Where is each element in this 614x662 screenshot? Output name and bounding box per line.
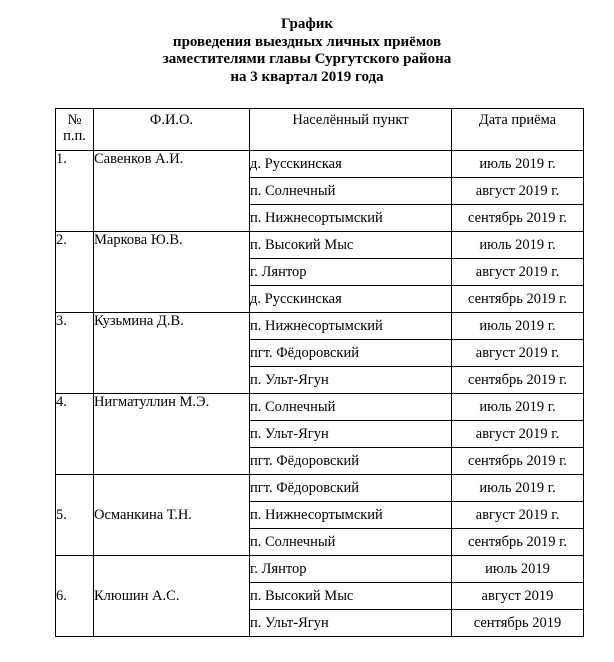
row-number: 1.: [56, 151, 94, 232]
place-cell: п. Ульт-Ягун: [250, 421, 452, 448]
row-number: 5.: [56, 475, 94, 556]
date-cell: август 2019 г.: [452, 259, 584, 286]
table-row: [56, 394, 584, 421]
place-cell: п. Высокий Мыс: [250, 232, 452, 259]
date-cell: сентябрь 2019 г.: [452, 367, 584, 394]
document-title: [0, 16, 614, 86]
date-cell: август 2019: [452, 583, 584, 610]
person-name: Маркова Ю.В.: [94, 232, 250, 313]
place-cell: д. Русскинская: [250, 151, 452, 178]
schedule-table: [55, 108, 584, 637]
table-header-row: [56, 109, 584, 151]
header-number: [56, 109, 94, 151]
date-cell: август 2019 г.: [452, 178, 584, 205]
table-row: [56, 232, 584, 259]
title-line-1: График: [280, 16, 334, 32]
place-cell: пгт. Фёдоровский: [250, 475, 452, 502]
date-cell: июль 2019 г.: [452, 151, 584, 178]
place-cell: п. Нижнесортымский: [250, 205, 452, 232]
place-cell: п. Ульт-Ягун: [250, 367, 452, 394]
place-cell: п. Высокий Мыс: [250, 583, 452, 610]
row-number: 4.: [56, 394, 94, 475]
title-line-3: заместителями главы Сургутского района: [162, 51, 452, 67]
header-place: Населённый пункт: [250, 109, 452, 151]
place-cell: п. Ульт-Ягун: [250, 610, 452, 637]
date-cell: июль 2019 г.: [452, 394, 584, 421]
person-name: Османкина Т.Н.: [94, 475, 250, 556]
date-cell: сентябрь 2019: [452, 610, 584, 637]
table-row: [56, 475, 584, 502]
table-row: [56, 151, 584, 178]
person-name: Клюшин А.С.: [94, 556, 250, 637]
place-cell: п. Нижнесортымский: [250, 502, 452, 529]
date-cell: июль 2019: [452, 556, 584, 583]
title-line-2: проведения выездных личных приёмов: [172, 33, 442, 50]
date-cell: август 2019 г.: [452, 340, 584, 367]
place-cell: г. Лянтор: [250, 259, 452, 286]
row-number: 6.: [56, 556, 94, 637]
table-row: [56, 556, 584, 583]
row-number: 3.: [56, 313, 94, 394]
place-cell: п. Солнечный: [250, 394, 452, 421]
date-cell: сентябрь 2019 г.: [452, 205, 584, 232]
place-cell: г. Лянтор: [250, 556, 452, 583]
date-cell: август 2019 г.: [452, 502, 584, 529]
person-name: Кузьмина Д.В.: [94, 313, 250, 394]
person-name: Савенков А.И.: [94, 151, 250, 232]
row-number: 2.: [56, 232, 94, 313]
header-number-line1: №: [67, 112, 82, 128]
place-cell: п. Нижнесортымский: [250, 313, 452, 340]
place-cell: п. Солнечный: [250, 178, 452, 205]
date-cell: июль 2019 г.: [452, 232, 584, 259]
person-name: Нигматуллин М.Э.: [94, 394, 250, 475]
date-cell: август 2019 г.: [452, 421, 584, 448]
header-name: Ф.И.О.: [94, 109, 250, 151]
header-number-line2: п.п.: [63, 128, 86, 144]
date-cell: сентябрь 2019 г.: [452, 529, 584, 556]
place-cell: пгт. Фёдоровский: [250, 448, 452, 475]
place-cell: д. Русскинская: [250, 286, 452, 313]
date-cell: сентябрь 2019 г.: [452, 448, 584, 475]
place-cell: п. Солнечный: [250, 529, 452, 556]
title-line-4: на 3 квартал 2019 года: [230, 68, 384, 85]
date-cell: июль 2019 г.: [452, 475, 584, 502]
table-row: [56, 313, 584, 340]
place-cell: пгт. Фёдоровский: [250, 340, 452, 367]
header-date: Дата приёма: [452, 109, 584, 151]
date-cell: сентябрь 2019 г.: [452, 286, 584, 313]
date-cell: июль 2019 г.: [452, 313, 584, 340]
